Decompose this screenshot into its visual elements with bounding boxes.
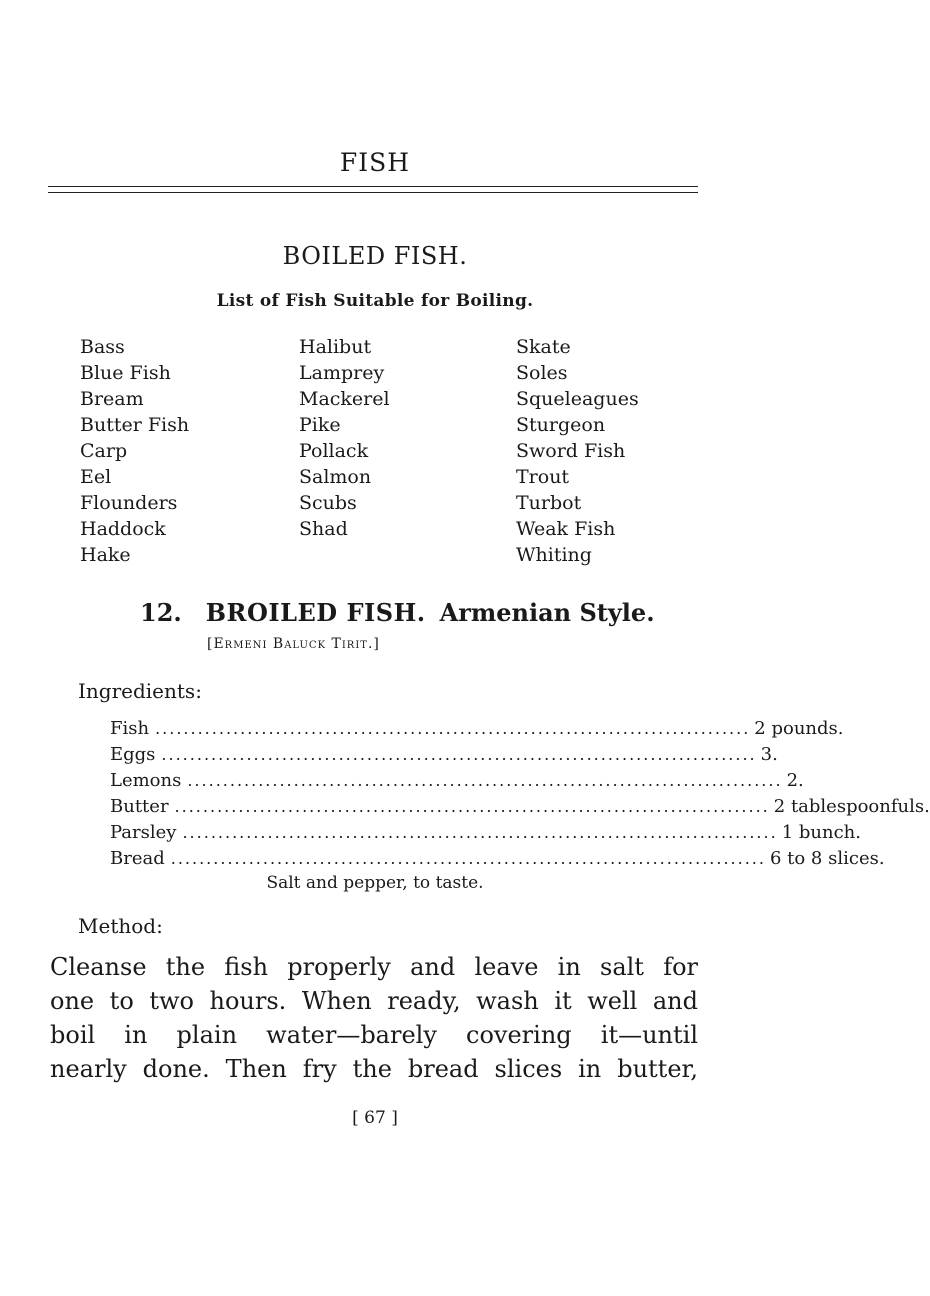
ingredient-name: Eggs [110, 744, 156, 765]
seasoning-note [0, 873, 750, 893]
fish-column-3 [516, 334, 639, 568]
fish-item: Butter Fish [80, 414, 190, 436]
fish-item: Turbot [516, 492, 582, 514]
method-line [50, 1052, 698, 1086]
section-title: BOILED FISH. [282, 242, 468, 270]
ingredients-label: Ingredients: [78, 679, 202, 703]
fish-item: Trout [516, 466, 570, 488]
leader-dots: .................................................................................... [187, 771, 783, 790]
ingredient-row [110, 768, 804, 794]
ingredient-row [110, 716, 844, 742]
fish-item: Scubs [299, 492, 357, 514]
recipe-native-name: [Ermeni Baluck Tirit.] [207, 636, 380, 652]
fish-item: Haddock [80, 518, 166, 540]
ingredient-name: Bread [110, 848, 165, 869]
running-head: FISH [339, 148, 411, 177]
ingredient-quantity: 2. [786, 770, 804, 791]
fish-item: Salmon [299, 466, 372, 488]
fish-item: Blue Fish [80, 362, 171, 384]
ingredient-quantity: 6 to 8 slices. [769, 848, 885, 869]
leader-dots: .................................................................................... [155, 719, 751, 738]
header-rule-top [48, 186, 698, 187]
fish-item: Flounders [80, 492, 178, 514]
fish-column-1 [80, 334, 189, 568]
list-heading: List of Fish Suitable for Boiling. [216, 291, 534, 311]
leader-dots: .................................................................................... [161, 745, 757, 764]
method-label: Method: [78, 914, 163, 938]
ingredient-name: Parsley [110, 822, 177, 843]
recipe-name: BROILED FISH. [205, 598, 426, 627]
ingredient-name: Lemons [110, 770, 182, 791]
method-paragraph [50, 950, 698, 1086]
leader-dots: .................................................................................... [170, 849, 766, 868]
ingredient-row [110, 820, 861, 846]
ingredient-quantity: 3. [760, 744, 778, 765]
fish-item: Sturgeon [516, 414, 606, 436]
fish-item: Bass [80, 336, 125, 358]
method-line-text: one to two hours. When ready, wash it well and [50, 987, 698, 1015]
ingredient-name: Butter [110, 796, 169, 817]
ingredients-list [110, 716, 930, 872]
ingredient-quantity: 2 pounds. [754, 718, 844, 739]
fish-item: Weak Fish [516, 518, 616, 540]
ingredient-row [110, 846, 885, 872]
ingredient-quantity: 1 bunch. [781, 822, 861, 843]
fish-column-2 [299, 334, 390, 542]
fish-item: Squeleagues [516, 388, 639, 410]
fish-item: Lamprey [299, 362, 385, 384]
recipe-number: 12. [140, 598, 182, 627]
method-line [50, 1018, 698, 1052]
method-line-text: Cleanse the fish properly and leave in salt for [50, 953, 698, 981]
method-line [50, 984, 698, 1018]
fish-item: Pike [299, 414, 341, 436]
ingredient-name: Fish [110, 718, 150, 739]
leader-dots: .................................................................................... [182, 823, 778, 842]
fish-item: Eel [80, 466, 112, 488]
fish-item: Soles [516, 362, 568, 384]
fish-item: Skate [516, 336, 571, 358]
leader-dots: .................................................................................... [174, 797, 770, 816]
fish-item: Carp [80, 440, 128, 462]
ingredient-quantity: 2 tablespoonfuls. [773, 796, 930, 817]
fish-item: Sword Fish [516, 440, 626, 462]
fish-item: Pollack [299, 440, 369, 462]
fish-item: Shad [299, 518, 348, 540]
recipe-style: Armenian Style. [439, 598, 655, 627]
page-number: [ 67 ] [352, 1108, 398, 1128]
method-line-text: boil in plain water—barely covering it—until [50, 1021, 698, 1049]
fish-item: Whiting [516, 544, 592, 566]
ingredient-row [110, 794, 930, 820]
fish-item: Mackerel [299, 388, 390, 410]
fish-item: Hake [80, 544, 131, 566]
recipe-heading [140, 598, 655, 627]
seasoning-note-text: Salt and pepper, to taste. [266, 873, 484, 893]
header-rule-bottom [48, 192, 698, 193]
fish-item: Halibut [299, 336, 372, 358]
ingredient-row [110, 742, 778, 768]
fish-item: Bream [80, 388, 144, 410]
method-line [50, 950, 698, 984]
method-line-text: nearly done. Then fry the bread slices in butter, [50, 1055, 698, 1083]
